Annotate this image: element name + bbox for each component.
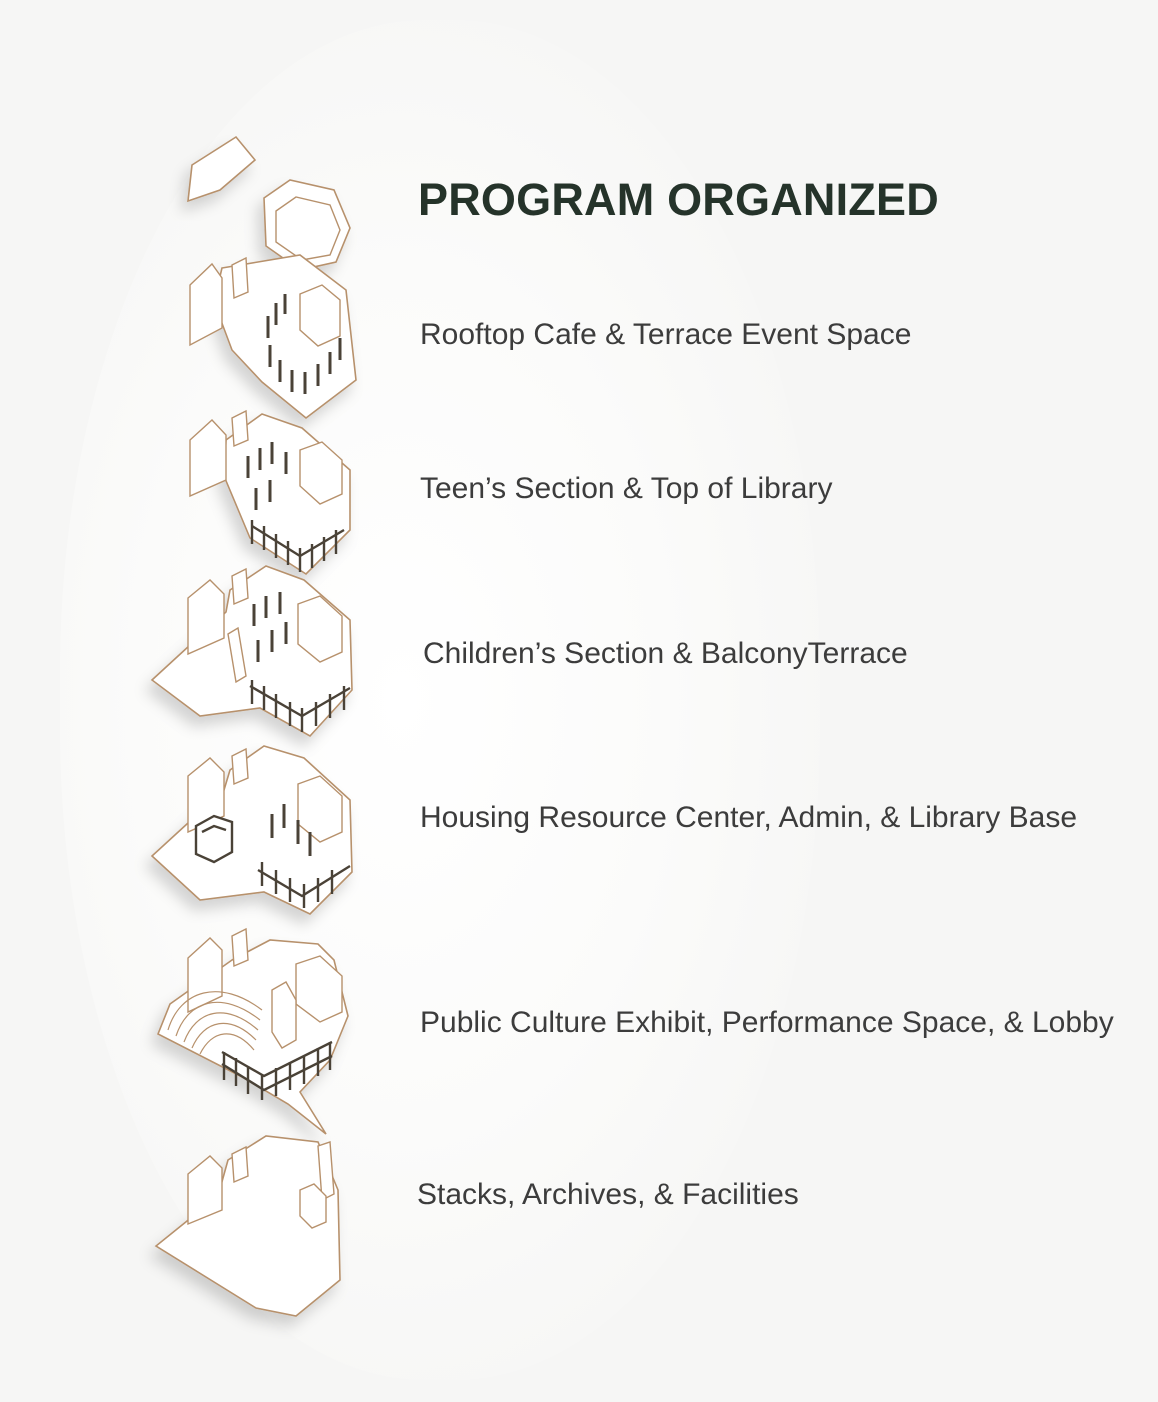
level-label-stacks: Stacks, Archives, & Facilities (417, 1178, 799, 1211)
level-2-plate (190, 411, 350, 574)
roof-hex-piece (264, 180, 350, 270)
diagram-title: PROGRAM ORGANIZED (418, 174, 939, 225)
level-6-plate (156, 1136, 340, 1316)
level-label-childrens: Children’s Section & BalconyTerrace (423, 637, 908, 670)
hrc-pavilion (196, 816, 232, 862)
level-label-rooftop: Rooftop Cafe & Terrace Event Space (420, 318, 912, 351)
level-5-plate (158, 929, 348, 1134)
level-label-public-culture: Public Culture Exhibit, Performance Space, & Lobby (420, 1006, 1114, 1039)
exploded-axonometric-diagram (0, 0, 420, 1402)
level-3-plate (152, 566, 352, 736)
level-label-teens: Teen’s Section & Top of Library (420, 472, 833, 505)
level-1-plate (190, 255, 356, 418)
roof-cap-piece (188, 137, 255, 201)
level-label-housing: Housing Resource Center, Admin, & Library Base (420, 801, 1077, 834)
level-4-plate (152, 746, 352, 914)
